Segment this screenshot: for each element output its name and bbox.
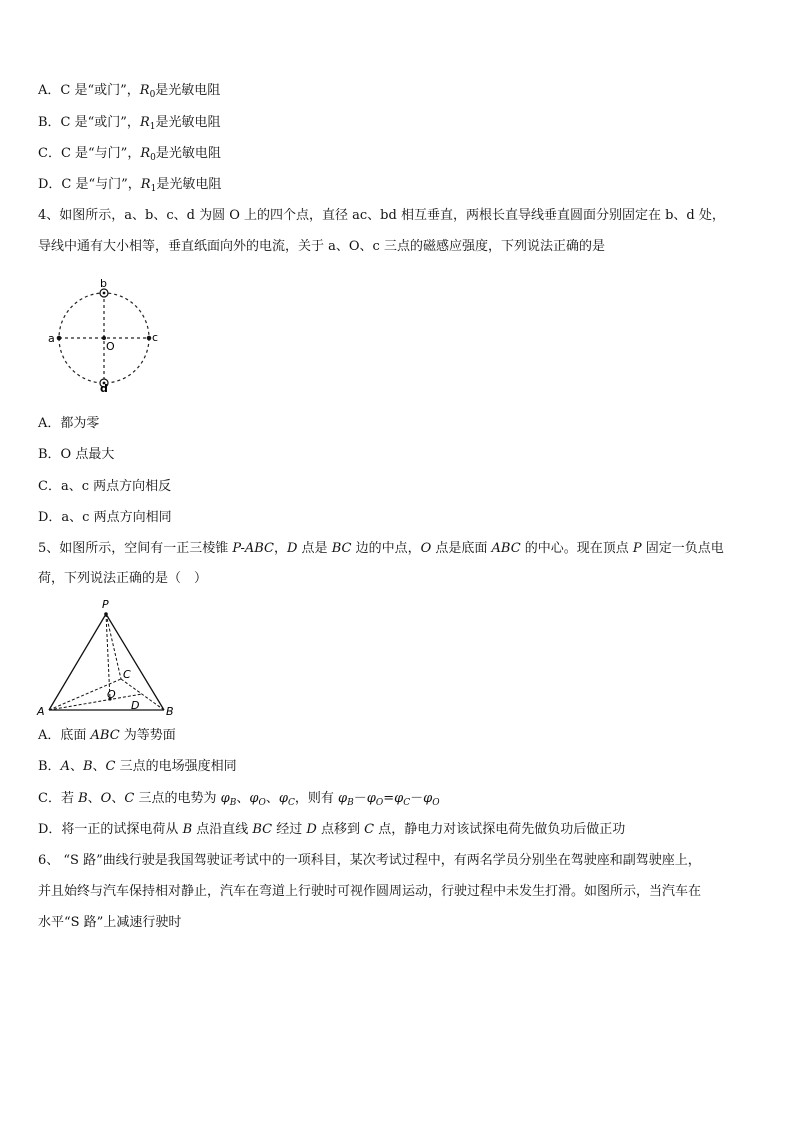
line-ad: [49, 694, 142, 710]
label-o: O: [106, 340, 115, 353]
q4-option-d: D．a、c 两点方向相同: [38, 510, 172, 525]
height-po: [106, 614, 110, 699]
q5-stem-line1: 5、如图所示，空间有一正三棱锥 P-ABC，D 点是 BC 边的中点，O 点是底面 ABC 的中心。现在顶点 P 固定一负点电: [38, 541, 724, 556]
label-c: C: [123, 668, 131, 681]
q5-pyramid-figure: [34, 596, 184, 720]
point-a: [57, 336, 62, 341]
label-b: B: [166, 705, 174, 718]
q4-stem-line2: 导线中通有大小相等，垂直纸面向外的电流，关于 a、O、c 三点的磁感应强度，下列说法正确的是: [38, 239, 605, 254]
edge-pa: [49, 614, 106, 710]
q3-option-a: A．C 是“或门”，$R_0$是光敏电阻: [38, 83, 221, 100]
q3-option-d: D．C 是“与门”，$R_1$是光敏电阻: [38, 177, 222, 194]
q6-stem-line2: 并且始终与汽车保持相对静止，汽车在弯道上行驶时可视作圆周运动，行驶过程中未发生打滑。如图所示，当汽车在: [38, 884, 702, 899]
q5-option-d: D．将一正的试探电荷从 B 点沿直线 BC 经过 D 点移到 C 点，静电力对该试探电荷先做负功后做正功: [38, 822, 626, 837]
q3-option-b: B．C 是“或门”，$R_1$是光敏电阻: [38, 115, 221, 132]
q4-stem-line1: 4、如图所示，a、b、c、d 为圆 O 上的四个点，直径 ac、bd 相互垂直，两根长直导线垂直圆面分别固定在 b、d 处，: [38, 208, 725, 223]
q4-circle-figure: [40, 276, 170, 394]
label-b: b: [100, 277, 107, 290]
label-o: O: [107, 688, 116, 701]
apex-p: [104, 612, 108, 616]
q5-option-c: C．若 B、O、C 三点的电势为 $\varphi_B$、$\varphi_O$、$\varphi_C$，则有 $\varphi_B-\varphi_O=\varphi_C-\varphi_O$: [38, 791, 440, 808]
label-d: d: [100, 382, 108, 394]
label-a: A: [37, 705, 45, 718]
q5-stem-line2: 荷，下列说法正确的是（ ）: [38, 571, 208, 586]
q3-option-c: C．C 是“与门”，$R_0$是光敏电阻: [38, 146, 221, 163]
q5-option-b: B．A、B、C 三点的电场强度相同: [38, 759, 237, 774]
q5-option-a: A．底面 ABC 为等势面: [38, 728, 176, 743]
label-p: P: [102, 598, 109, 611]
label-d: D: [131, 699, 140, 712]
q4-option-a: A．都为零: [38, 416, 100, 431]
point-c: [147, 336, 152, 341]
q6-stem-line1: 6、 “S 路”曲线行驶是我国驾驶证考试中的一项科目，某次考试过程中，有两名学员分别坐在驾驶座和副驾驶座上，: [38, 853, 701, 868]
q4-option-c: C．a、c 两点方向相反: [38, 479, 172, 494]
edge-bc: [121, 679, 164, 710]
q4-option-b: B．O 点最大: [38, 447, 115, 462]
label-a: a: [48, 332, 55, 345]
label-c: c: [152, 331, 159, 344]
q6-stem-line3: 水平“S 路”上减速行驶时: [38, 915, 182, 930]
